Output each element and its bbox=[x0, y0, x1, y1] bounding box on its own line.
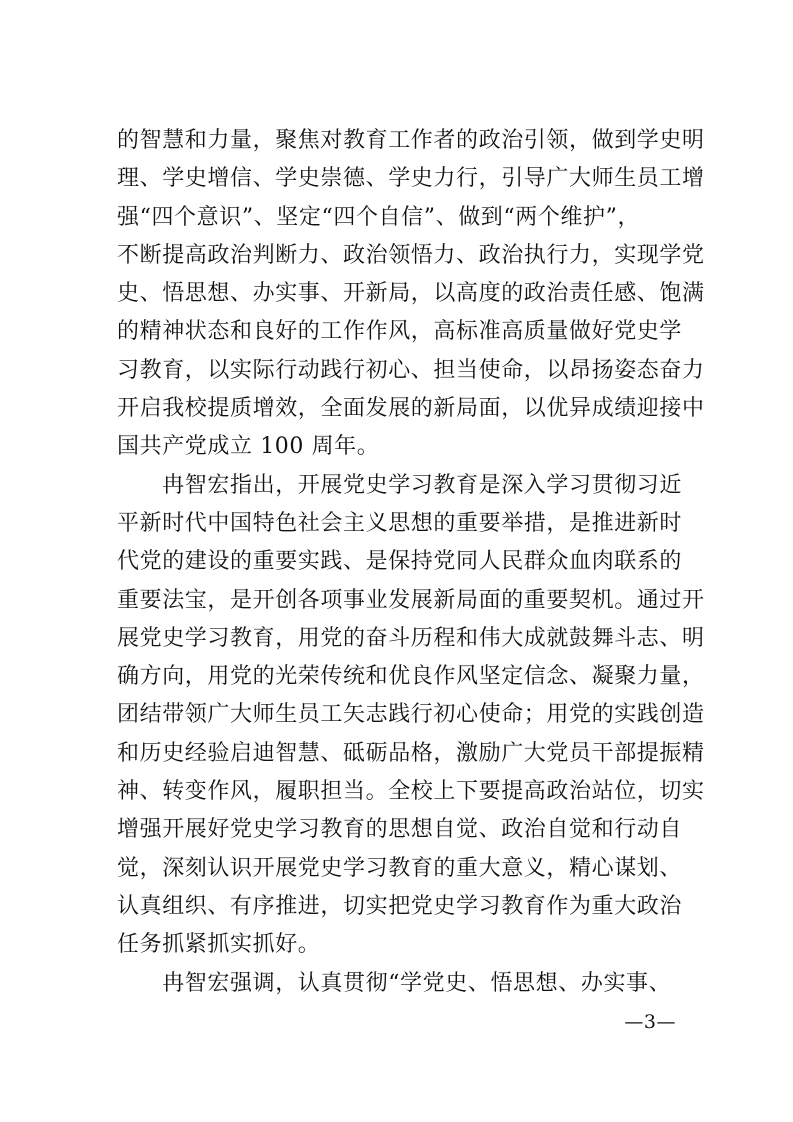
text-line: 的智慧和力量，聚焦对教育工作者的政治引领，做到学史明 bbox=[117, 128, 705, 153]
text-line: 冉智宏指出，开展党史学习教育是深入学习贯彻习近 bbox=[117, 472, 683, 498]
text-line: 和历史经验启迪智慧、砥砺品格，激励广大党员干部提振精 bbox=[117, 740, 705, 766]
text-line: 代党的建设的重要实践、是保持党同人民群众血肉联系的 bbox=[117, 549, 683, 575]
text-line: 任务抓紧抓实抓好。 bbox=[117, 932, 321, 958]
text-line: 确方向，用党的光荣传统和优良作风坚定信念、凝聚力量， bbox=[117, 664, 705, 690]
text-line: 认真组织、有序推进，切实把党史学习教育作为重大政治 bbox=[117, 893, 683, 919]
text-line: 强“四个意识”、坚定“四个自信”、做到“两个维护”， bbox=[117, 204, 641, 230]
text-line: 平新时代中国特色社会主义思想的重要举措，是推进新时 bbox=[117, 510, 683, 536]
text-line: 觉，深刻认识开展党史学习教育的重大意义，精心谋划、 bbox=[117, 855, 683, 881]
text-line: 国共产党成立 100 周年。 bbox=[117, 434, 380, 460]
text-line: 的精神状态和良好的工作作风，高标准高质量做好党史学 bbox=[117, 319, 683, 345]
text-line: 不断提高政治判断力、政治领悟力、政治执行力，实现学党 bbox=[117, 242, 705, 268]
text-line: 增强开展好党史学习教育的思想自觉、政治自觉和行动自 bbox=[117, 817, 683, 843]
text-line: 重要法宝，是开创各项事业发展新局面的重要契机。通过开 bbox=[117, 587, 705, 613]
text-line: 开启我校提质增效，全面发展的新局面，以优异成绩迎接中 bbox=[117, 396, 705, 422]
page-number: —3— bbox=[624, 1011, 676, 1033]
text-line: 冉智宏强调，认真贯彻“学党史、悟思想、办实事、 bbox=[117, 970, 672, 996]
text-line: 神、转变作风，履职担当。全校上下要提高政治站位，切实 bbox=[117, 779, 705, 805]
text-line: 展党史学习教育，用党的奋斗历程和伟大成就鼓舞斗志、明 bbox=[117, 625, 705, 651]
text-line: 史、悟思想、办实事、开新局，以高度的政治责任感、饱满 bbox=[117, 281, 705, 307]
text-line: 习教育，以实际行动践行初心、担当使命，以昂扬姿态奋力 bbox=[117, 357, 705, 383]
text-line: 理、学史增信、学史崇德、学史力行，引导广大师生员工增 bbox=[117, 166, 705, 192]
body-text bbox=[117, 122, 705, 1003]
text-line: 团结带领广大师生员工矢志践行初心使命；用党的实践创造 bbox=[117, 702, 705, 728]
